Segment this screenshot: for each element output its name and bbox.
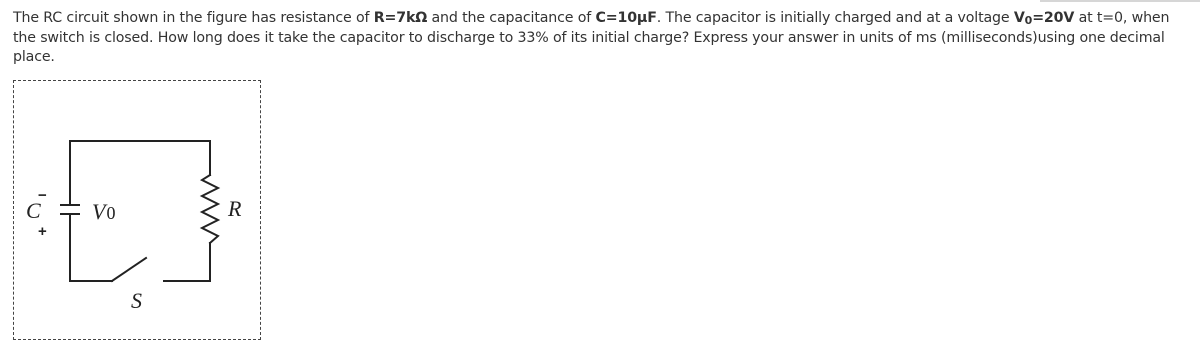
top-divider: [1040, 0, 1200, 2]
capacitance-value: C=10μF: [595, 10, 657, 26]
question-part-2: and the capacitance of: [427, 10, 596, 26]
capacitor-bottom-lead: [70, 214, 112, 281]
plus-sign: +: [38, 223, 47, 240]
voltage-label-main: V: [92, 199, 106, 224]
top-wire: [70, 141, 210, 175]
voltage-label: [92, 199, 115, 224]
question-part-3: . The capacitor is initially charged and at a voltage: [656, 10, 1014, 26]
voltage-amount: =20V: [1032, 10, 1075, 26]
question-part-4: at t=0, when the switch is closed. How long does it take the capacitor to discharge to 33% of its initial charge? Express your answer in units of ms (milliseconds)using one decimal place.: [13, 10, 1170, 66]
voltage-subscript: 0: [1024, 14, 1033, 27]
bottom-right-wire: [164, 243, 210, 281]
rc-circuit-diagram: [14, 81, 262, 341]
circuit-figure: [13, 80, 261, 340]
resistor-zigzag: [202, 175, 218, 243]
resistance-value: R=7kΩ: [373, 10, 428, 26]
resistor-label: R: [228, 196, 242, 221]
question-text: [13, 9, 1193, 68]
voltage-symbol: V: [1013, 10, 1025, 26]
switch-label: S: [131, 288, 142, 313]
switch-blade: [112, 258, 146, 281]
capacitor-label: C: [26, 198, 41, 223]
voltage-label-sub: 0: [106, 203, 116, 223]
minus-sign: −: [38, 187, 47, 204]
question-part-1: The RC circuit shown in the figure has resistance of: [13, 10, 374, 26]
voltage-value: [1014, 10, 1074, 26]
